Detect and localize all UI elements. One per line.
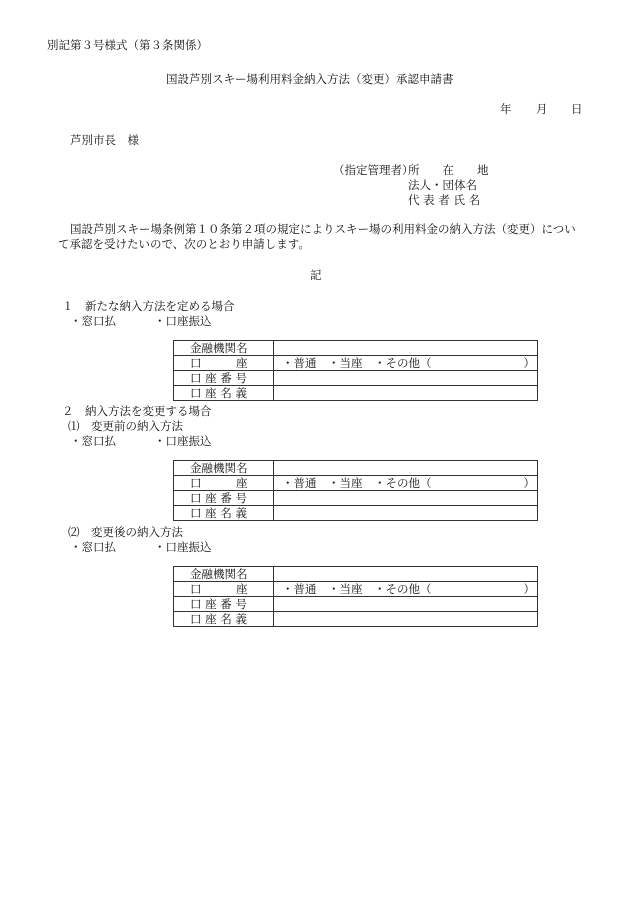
account-types: ・普通 ・当座 ・その他（ ） xyxy=(274,476,538,491)
account-types: ・普通 ・当座 ・その他（ ） xyxy=(274,356,538,371)
account-holder-value xyxy=(274,506,538,521)
section2-sub1-option-cash: ・窓口払 xyxy=(70,434,116,448)
section2-sub2-option-cash: ・窓口払 xyxy=(70,540,116,554)
table-row xyxy=(174,386,538,401)
account-number-label: 口 座 番 号 xyxy=(174,491,274,506)
date-month: 月 xyxy=(536,102,548,116)
account-holder-label: 口 座 名 義 xyxy=(174,612,274,627)
form-number: 別記第３号様式（第３条関係） xyxy=(47,38,208,52)
account-label: 口 座 xyxy=(174,476,274,491)
table-row xyxy=(174,356,538,371)
account-number-label: 口 座 番 号 xyxy=(174,597,274,612)
section2-sub1-option-transfer: ・口座振込 xyxy=(154,434,212,448)
body-text-line1: 国設芦別スキー場条例第１０条第２項の規定によりスキー場の利用料金の納入方法（変更）につい xyxy=(70,222,576,236)
table-row xyxy=(174,461,538,476)
rep-label: 代 表 者 氏 名 xyxy=(408,193,481,207)
bank-value xyxy=(274,567,538,582)
addressee: 芦別市長 様 xyxy=(70,133,139,147)
account-table-1 xyxy=(173,340,538,401)
table-row xyxy=(174,476,538,491)
account-holder-value xyxy=(274,612,538,627)
account-holder-label: 口 座 名 義 xyxy=(174,386,274,401)
section1-option-transfer: ・口座振込 xyxy=(154,314,212,328)
account-holder-label: 口 座 名 義 xyxy=(174,506,274,521)
applicant-role: （指定管理者） xyxy=(333,163,414,177)
section2-sub2-option-transfer: ・口座振込 xyxy=(154,540,212,554)
account-label: 口 座 xyxy=(174,356,274,371)
section2-sub2: ⑵ 変更後の納入方法 xyxy=(68,525,183,539)
account-number-value xyxy=(274,597,538,612)
date-day: 日 xyxy=(571,102,583,116)
section1-option-cash: ・窓口払 xyxy=(70,314,116,328)
account-table-2 xyxy=(173,460,538,521)
table-row xyxy=(174,582,538,597)
document-title: 国設芦別スキー場利用料金納入方法（変更）承認申請書 xyxy=(166,72,454,86)
table-row xyxy=(174,597,538,612)
section1-heading: １ 新たな納入方法を定める場合 xyxy=(62,299,235,313)
table-row xyxy=(174,612,538,627)
table-row xyxy=(174,371,538,386)
ki-heading: 記 xyxy=(310,268,322,282)
bank-value xyxy=(274,461,538,476)
account-table-3 xyxy=(173,566,538,627)
table-row xyxy=(174,567,538,582)
org-label: 法人・団体名 xyxy=(408,178,477,192)
account-number-label: 口 座 番 号 xyxy=(174,371,274,386)
bank-label: 金融機関名 xyxy=(174,341,274,356)
account-label: 口 座 xyxy=(174,582,274,597)
section2-heading: ２ 納入方法を変更する場合 xyxy=(62,404,212,418)
address-label: 所 在 地 xyxy=(408,163,489,177)
table-row xyxy=(174,491,538,506)
bank-label: 金融機関名 xyxy=(174,461,274,476)
account-types: ・普通 ・当座 ・その他（ ） xyxy=(274,582,538,597)
account-holder-value xyxy=(274,386,538,401)
account-number-value xyxy=(274,371,538,386)
account-number-value xyxy=(274,491,538,506)
bank-label: 金融機関名 xyxy=(174,567,274,582)
bank-value xyxy=(274,341,538,356)
table-row xyxy=(174,506,538,521)
section2-sub1: ⑴ 変更前の納入方法 xyxy=(68,419,183,433)
body-text-line2: て承認を受けたいので、次のとおり申請します。 xyxy=(58,237,310,251)
date-year: 年 xyxy=(500,102,512,116)
table-row xyxy=(174,341,538,356)
